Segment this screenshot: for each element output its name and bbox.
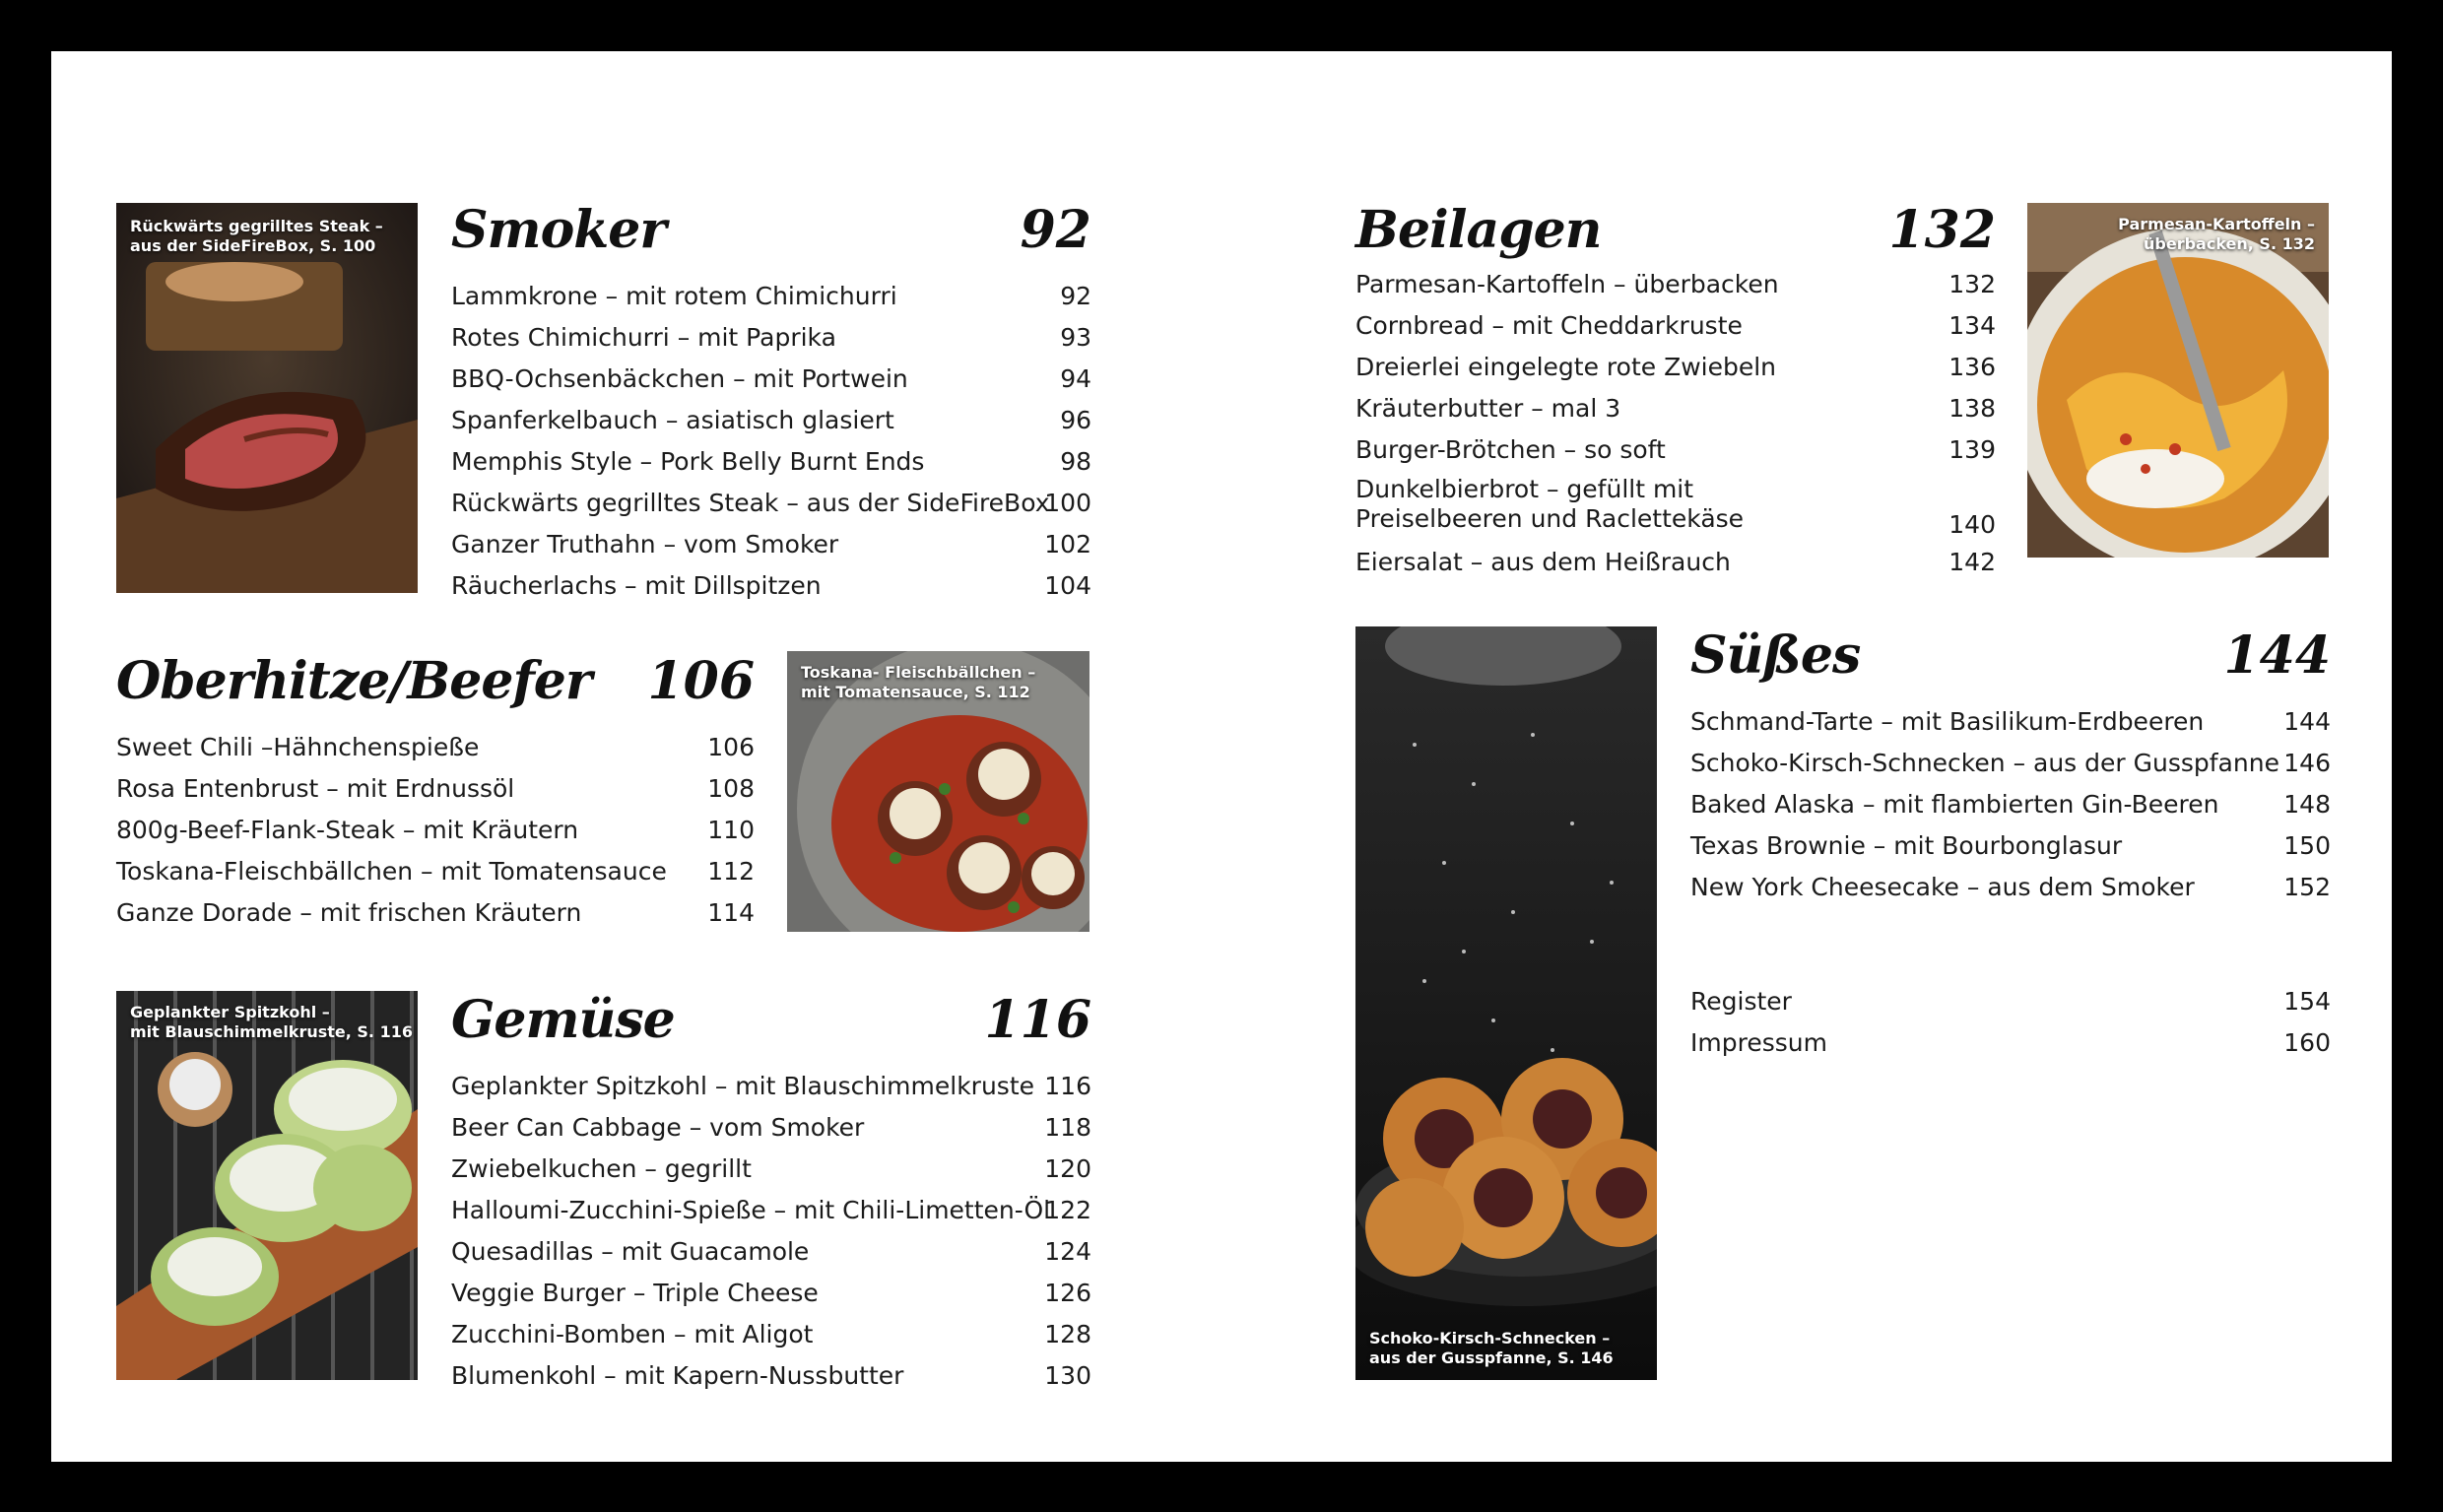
section-title: Gemüse (451, 990, 675, 1050)
section-header (116, 650, 755, 719)
list-item[interactable]: Geplankter Spitzkohl – mit Blauschimmelkruste 116 (451, 1072, 1091, 1100)
section-title: Smoker (451, 200, 666, 260)
potatoes-photo (2027, 203, 2329, 558)
list-item[interactable]: Parmesan-Kartoffeln – überbacken 132 (1355, 270, 1996, 298)
section-header (451, 199, 1091, 268)
book-spread (51, 51, 2392, 1462)
list-item[interactable]: Dreierlei eingelegte rote Zwiebeln 136 (1355, 353, 1996, 381)
buns-caption: Schoko-Kirsch-Schnecken – aus der Gusspfanne, S. 146 (1369, 1329, 1614, 1367)
list-item[interactable]: New York Cheesecake – aus dem Smoker 152 (1690, 873, 2331, 901)
appendix-list (1690, 981, 2331, 1064)
list-item[interactable]: Quesadillas – mit Guacamole 124 (451, 1237, 1091, 1266)
recipe-list (451, 1066, 1091, 1397)
section-header (451, 989, 1091, 1058)
steak-image (116, 203, 418, 593)
list-item[interactable]: Rotes Chimichurri – mit Paprika 93 (451, 323, 1091, 352)
section-page-number: 92 (1020, 200, 1091, 260)
list-item[interactable]: Sweet Chili –Hähnchenspieße 106 (116, 733, 755, 761)
recipe-list (1690, 701, 2331, 908)
cabbage-image (116, 991, 418, 1380)
section-smoker (451, 199, 1091, 662)
meatballs-photo (787, 651, 1089, 932)
list-item[interactable]: Rückwärts gegrilltes Steak – aus der SideFireBox 100 (451, 489, 1091, 517)
list-item[interactable]: Beer Can Cabbage – vom Smoker 118 (451, 1113, 1091, 1142)
section-beilagen (1355, 199, 1996, 642)
list-item[interactable]: Räucherlachs – mit Dillspitzen 104 (451, 571, 1091, 600)
recipe-list (116, 727, 755, 934)
section-title: Süßes (1690, 625, 1861, 686)
list-item[interactable]: Baked Alaska – mit flambierten Gin-Beeren 148 (1690, 790, 2331, 819)
section-title: Beilagen (1355, 200, 1602, 260)
potatoes-image (2027, 203, 2329, 558)
section-page-number: 106 (647, 651, 755, 711)
section-gemuese (451, 989, 1091, 1452)
list-item[interactable]: Zwiebelkuchen – gegrillt 120 (451, 1154, 1091, 1183)
recipe-list (451, 276, 1091, 607)
list-item[interactable]: 800g-Beef-Flank-Steak – mit Kräutern 110 (116, 816, 755, 844)
list-item[interactable]: Veggie Burger – Triple Cheese 126 (451, 1279, 1091, 1307)
list-item[interactable]: Spanferkelbauch – asiatisch glasiert 96 (451, 406, 1091, 434)
list-item[interactable]: Memphis Style – Pork Belly Burnt Ends 98 (451, 447, 1091, 476)
section-page-number: 132 (1888, 200, 1996, 260)
recipe-list (1355, 264, 1996, 583)
buns-photo (1355, 626, 1657, 1380)
list-item[interactable]: Texas Brownie – mit Bourbonglasur 150 (1690, 831, 2331, 860)
list-item[interactable]: Lammkrone – mit rotem Chimichurri 92 (451, 282, 1091, 310)
list-item[interactable]: Schmand-Tarte – mit Basilikum-Erdbeeren 144 (1690, 707, 2331, 736)
section-header (1690, 625, 2331, 693)
list-item[interactable]: Dunkelbierbrot – gefüllt mit Preiselbeeren und Raclettekäse 140 (1355, 475, 1996, 539)
list-item[interactable]: Rosa Entenbrust – mit Erdnussöl 108 (116, 774, 755, 803)
cabbage-caption: Geplankter Spitzkohl – mit Blauschimmelkruste, S. 116 (130, 1003, 413, 1041)
list-item[interactable]: Ganzer Truthahn – vom Smoker 102 (451, 530, 1091, 559)
list-item[interactable]: Register 154 (1690, 987, 2331, 1016)
list-item[interactable]: Ganze Dorade – mit frischen Kräutern 114 (116, 898, 755, 927)
list-item[interactable]: Blumenkohl – mit Kapern-Nussbutter 130 (451, 1361, 1091, 1390)
section-page-number: 144 (2223, 625, 2331, 686)
cabbage-photo (116, 991, 418, 1380)
meatballs-caption: Toskana- Fleischbällchen – mit Tomatensauce, S. 112 (801, 663, 1036, 701)
section-suesses (1690, 625, 2331, 1117)
potatoes-caption: Parmesan-Kartoffeln – überbacken, S. 132 (2118, 215, 2315, 253)
steak-caption: Rückwärts gegrilltes Steak – aus der SideFireBox, S. 100 (130, 217, 383, 255)
list-item[interactable]: Halloumi-Zucchini-Spieße – mit Chili-Limetten-Öl 122 (451, 1196, 1091, 1224)
list-item[interactable]: Schoko-Kirsch-Schnecken – aus der Gusspfanne 146 (1690, 749, 2331, 777)
list-item[interactable]: Burger-Brötchen – so soft 139 (1355, 435, 1996, 464)
list-item[interactable]: Cornbread – mit Cheddarkruste 134 (1355, 311, 1996, 340)
list-item[interactable]: Toskana-Fleischbällchen – mit Tomatensauce 112 (116, 857, 755, 886)
section-header (1355, 199, 1996, 268)
list-item[interactable]: BBQ-Ochsenbäckchen – mit Portwein 94 (451, 364, 1091, 393)
section-page-number: 116 (984, 990, 1091, 1050)
steak-photo (116, 203, 418, 593)
buns-image (1355, 626, 1657, 1380)
section-title: Oberhitze/Beefer (116, 651, 592, 711)
list-item[interactable]: Eiersalat – aus dem Heißrauch 142 (1355, 548, 1996, 576)
section-oberhitze-beefer (116, 650, 755, 975)
list-item[interactable]: Kräuterbutter – mal 3 138 (1355, 394, 1996, 423)
list-item[interactable]: Impressum 160 (1690, 1028, 2331, 1057)
list-item[interactable]: Zucchini-Bomben – mit Aligot 128 (451, 1320, 1091, 1348)
